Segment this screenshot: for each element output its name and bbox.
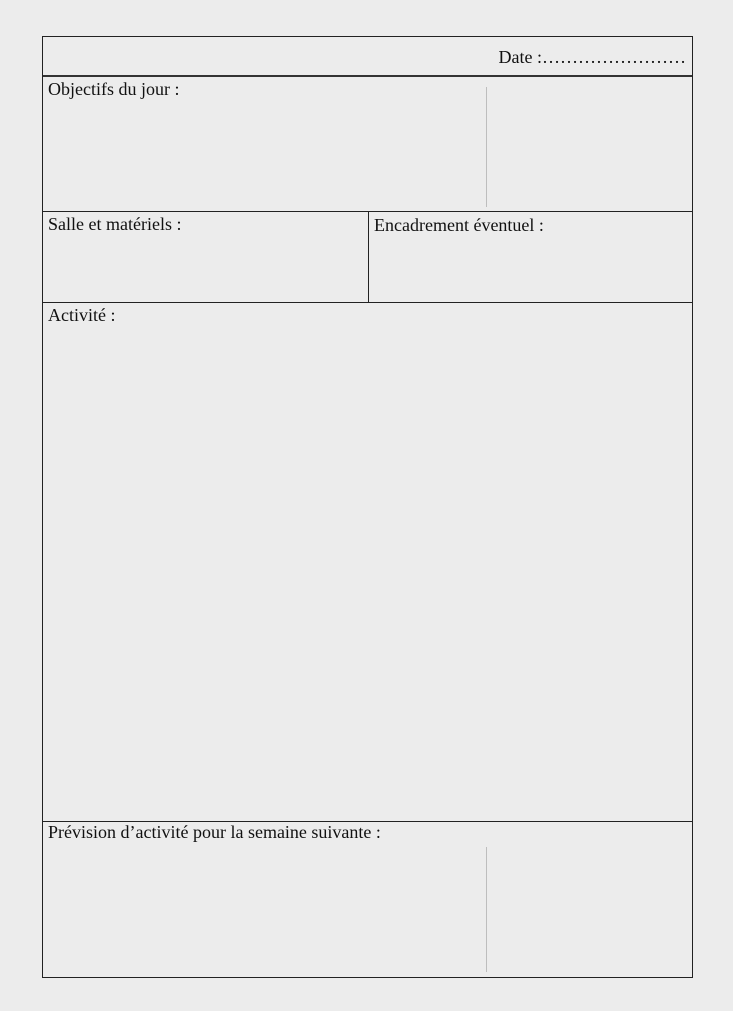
date-label: Date :…………………… (498, 47, 686, 67)
faint-divider (486, 87, 487, 207)
encadrement-label: Encadrement éventuel : (374, 215, 544, 235)
salle-encadrement-row (43, 212, 692, 303)
planning-form (42, 36, 693, 978)
salle-section (43, 212, 369, 302)
prevision-section (43, 822, 692, 977)
objectifs-section (43, 77, 692, 212)
activite-section (43, 303, 692, 822)
objectifs-label: Objectifs du jour : (48, 79, 180, 99)
faint-divider (486, 847, 487, 972)
salle-label: Salle et matériels : (48, 214, 182, 234)
date-row (43, 37, 692, 77)
encadrement-section (369, 212, 692, 302)
activite-label: Activité : (48, 305, 116, 325)
prevision-label: Prévision d’activité pour la semaine suivante : (48, 822, 381, 842)
